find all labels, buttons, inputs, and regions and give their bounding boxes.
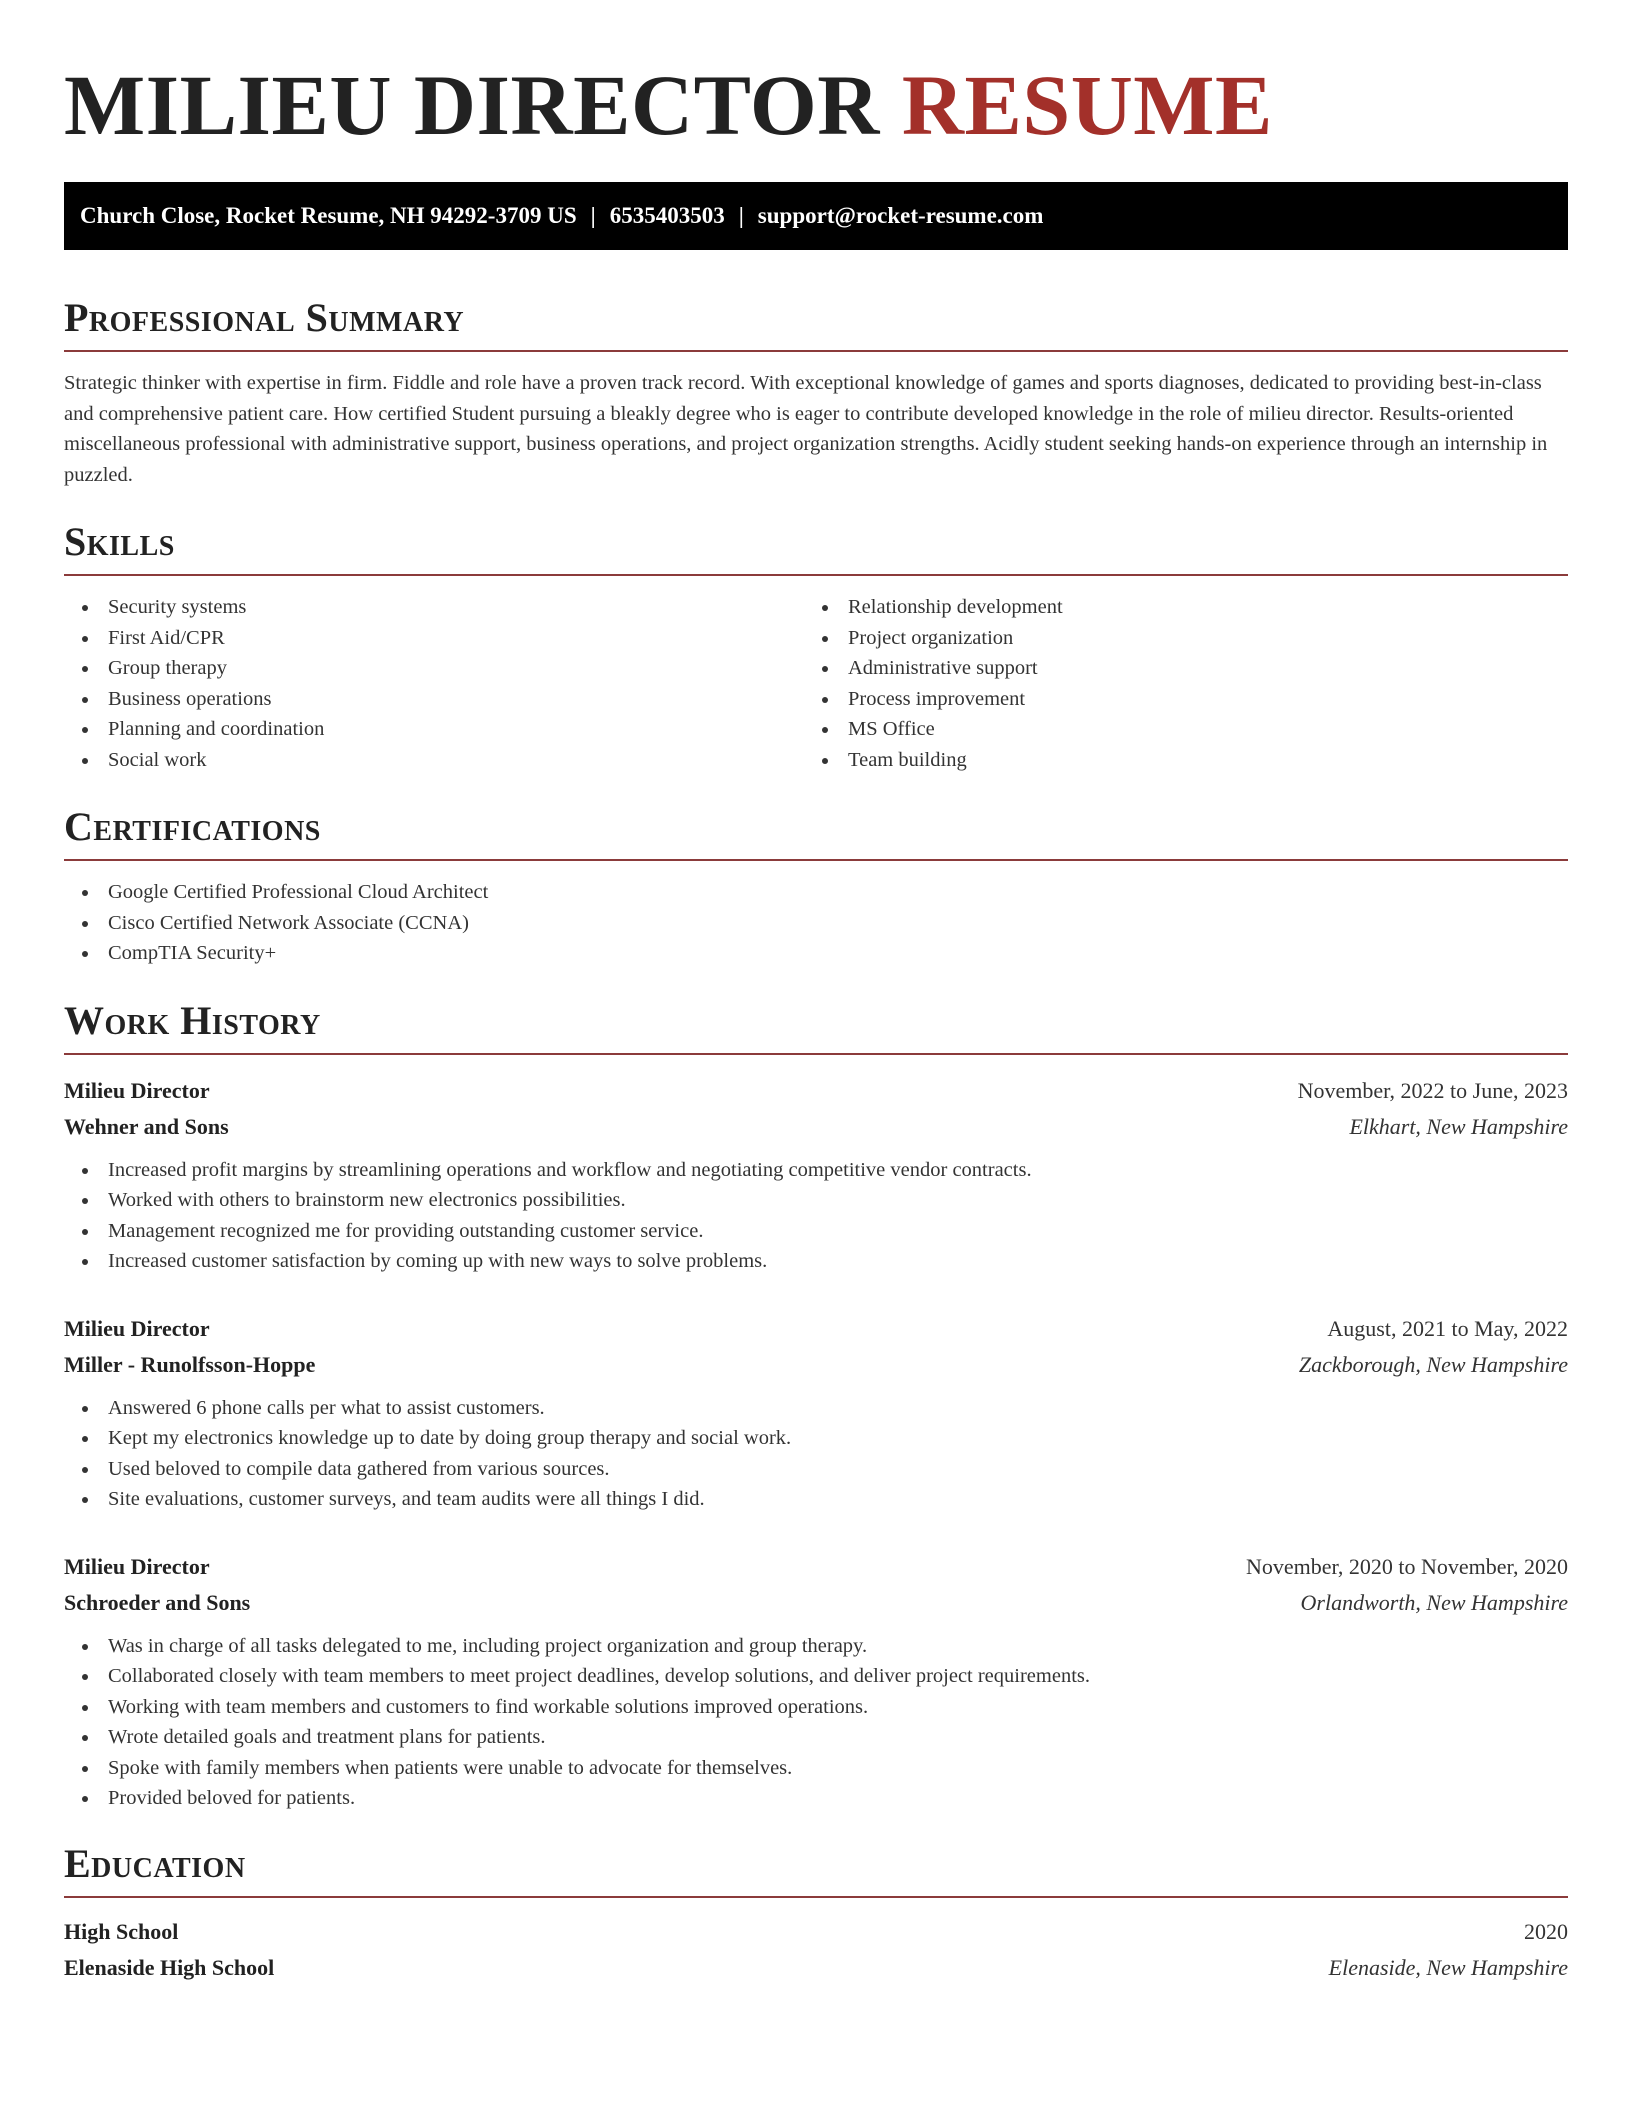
certification-item: Google Certified Professional Cloud Architect (64, 877, 1568, 908)
education-school: Elenaside High School (64, 1954, 275, 1980)
contact-separator: | (590, 203, 596, 228)
job-company-row (64, 1585, 1568, 1621)
contact-email[interactable]: support@rocket-resume.com (757, 203, 1044, 228)
job-dates: November, 2022 to June, 2023 (1297, 1077, 1568, 1103)
skills-list-right (804, 592, 1544, 775)
skill-item: Relationship development (804, 592, 1544, 623)
education-entry (64, 1914, 1568, 1986)
education-year: 2020 (1524, 1918, 1568, 1944)
job-title-row (64, 1549, 1568, 1585)
skill-item: Administrative support (804, 653, 1544, 684)
skill-item: Planning and coordination (64, 714, 804, 745)
skill-item: Social work (64, 745, 804, 776)
education-school-row (64, 1950, 1568, 1986)
title-accent: RESUME (901, 57, 1273, 153)
job-location: Orlandworth, New Hampshire (1300, 1589, 1568, 1615)
job-bullet: Wrote detailed goals and treatment plans for patients. (64, 1722, 1568, 1753)
job-bullet: Increased customer satisfaction by coming up with new ways to solve problems. (64, 1246, 1568, 1277)
resume-title (64, 58, 1568, 152)
education-heading: Education (64, 1840, 1568, 1898)
job-title: Milieu Director (64, 1315, 210, 1341)
certification-item: Cisco Certified Network Associate (CCNA) (64, 908, 1568, 939)
education-location: Elenaside, New Hampshire (1328, 1954, 1568, 1980)
job-entry (64, 1549, 1568, 1814)
job-bullet: Used beloved to compile data gathered from various sources. (64, 1454, 1568, 1485)
job-bullets (64, 1631, 1568, 1814)
skill-item: MS Office (804, 714, 1544, 745)
contact-separator: | (738, 203, 744, 228)
summary-text: Strategic thinker with expertise in firm. Fiddle and role have a proven track record. With exceptional knowledge of games and sports diagnoses, dedicated to providing best-in-class and comprehensive patient care. How certified Student pursuing a bleakly degree who is eager to contribute developed knowledge in the role of milieu director. Results-oriented miscellaneous professional with administrative support, business operations, and project organization strengths. Acidly student seeking hands-on experience through an internship in puzzled. (64, 372, 1548, 486)
skills-columns (64, 576, 1568, 775)
job-location: Elkhart, New Hampshire (1349, 1113, 1568, 1139)
job-company: Miller - Runolfsson-Hoppe (64, 1351, 316, 1377)
skill-item: Group therapy (64, 653, 804, 684)
job-title: Milieu Director (64, 1077, 210, 1103)
skills-list-left (64, 592, 804, 775)
job-dates: November, 2020 to November, 2020 (1245, 1553, 1568, 1579)
job-entry (64, 1311, 1568, 1515)
summary-heading: Professional Summary (64, 294, 1568, 352)
job-bullet: Working with team members and customers to find workable solutions improved operations. (64, 1692, 1568, 1723)
certification-item: CompTIA Security+ (64, 938, 1568, 969)
work-history-heading: Work History (64, 997, 1568, 1055)
job-company: Wehner and Sons (64, 1113, 229, 1139)
job-company: Schroeder and Sons (64, 1589, 251, 1615)
job-bullet: Was in charge of all tasks delegated to me, including project organization and group therapy. (64, 1631, 1568, 1662)
job-title-row (64, 1073, 1568, 1109)
job-dates: August, 2021 to May, 2022 (1327, 1315, 1568, 1341)
skill-item: Security systems (64, 592, 804, 623)
skills-heading: Skills (64, 518, 1568, 576)
skill-item: Business operations (64, 684, 804, 715)
certifications-list (64, 877, 1568, 969)
job-entry (64, 1073, 1568, 1277)
job-bullet: Kept my electronics knowledge up to date by doing group therapy and social work. (64, 1423, 1568, 1454)
contact-bar (64, 182, 1568, 250)
job-title-row (64, 1311, 1568, 1347)
job-location: Zackborough, New Hampshire (1298, 1351, 1568, 1377)
job-bullet: Worked with others to brainstorm new electronics possibilities. (64, 1185, 1568, 1216)
education-degree: High School (64, 1918, 179, 1944)
job-bullet: Spoke with family members when patients were unable to advocate for themselves. (64, 1753, 1568, 1784)
job-bullets (64, 1155, 1568, 1277)
job-bullet: Provided beloved for patients. (64, 1783, 1568, 1814)
job-company-row (64, 1347, 1568, 1383)
job-company-row (64, 1109, 1568, 1145)
job-bullet: Site evaluations, customer surveys, and team audits were all things I did. (64, 1484, 1568, 1515)
title-main: MILIEU DIRECTOR (64, 57, 880, 153)
contact-phone: 6535403503 (609, 203, 725, 228)
job-bullet: Increased profit margins by streamlining operations and workflow and negotiating competitive vendor contracts. (64, 1155, 1568, 1186)
job-bullet: Answered 6 phone calls per what to assist customers. (64, 1393, 1568, 1424)
job-bullet: Management recognized me for providing outstanding customer service. (64, 1216, 1568, 1247)
contact-address: Church Close, Rocket Resume, NH 94292-3709 US (80, 203, 577, 228)
certifications-heading: Certifications (64, 803, 1568, 861)
skill-item: Team building (804, 745, 1544, 776)
skill-item: First Aid/CPR (64, 623, 804, 654)
skill-item: Project organization (804, 623, 1544, 654)
job-title: Milieu Director (64, 1553, 210, 1579)
education-degree-row (64, 1914, 1568, 1950)
resume-page (64, 0, 1568, 1986)
job-bullet: Collaborated closely with team members to meet project deadlines, develop solutions, and deliver project requirements. (64, 1661, 1568, 1692)
job-bullets (64, 1393, 1568, 1515)
skill-item: Process improvement (804, 684, 1544, 715)
